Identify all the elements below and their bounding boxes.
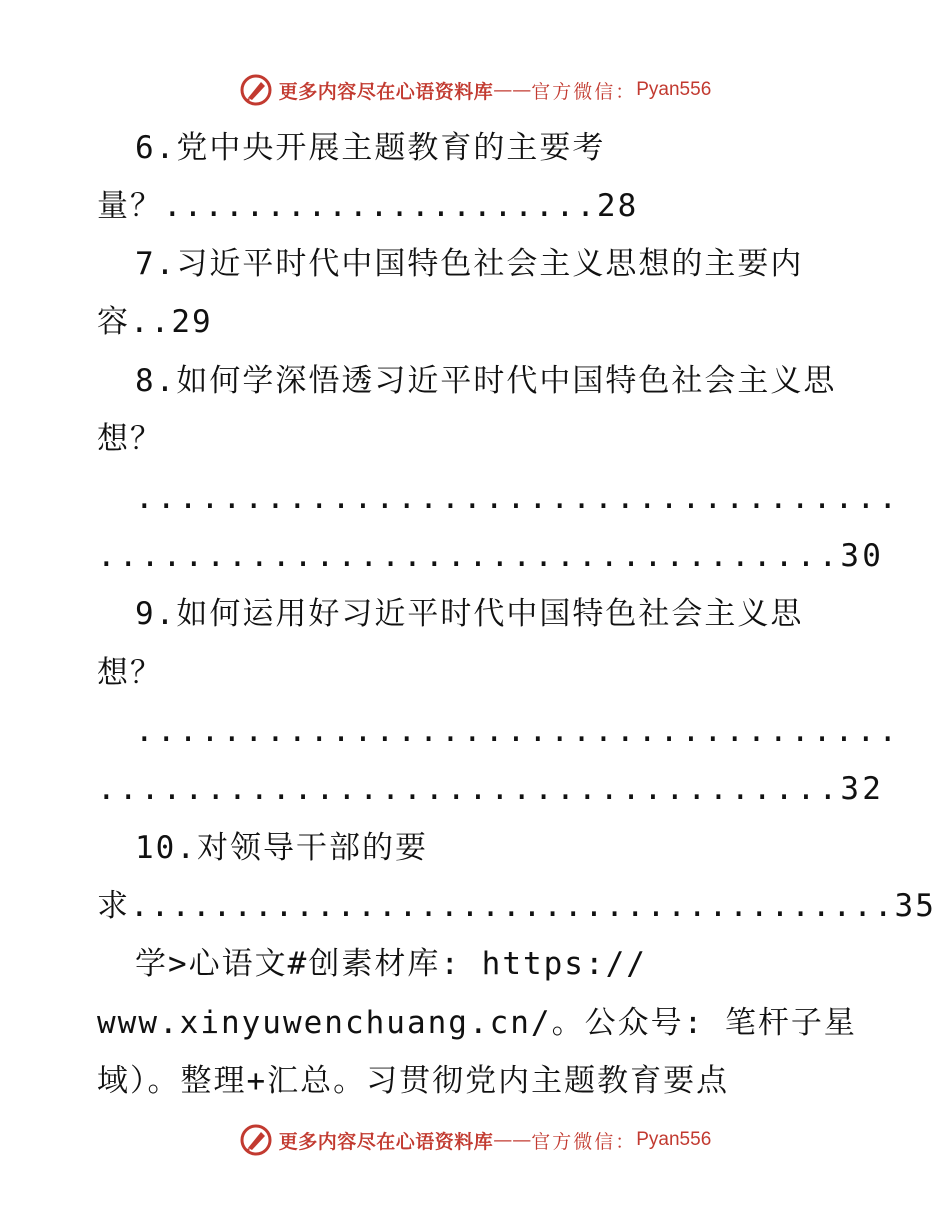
footer-note-line-1: 学>心语文#创素材库: https:// [135,946,647,982]
watermark-separator: —— [493,1129,532,1151]
toc-item-9-title-cont: 想？ [97,655,163,691]
toc-item-8-leader: ................................... [135,480,901,516]
toc-item-7-title: 7.习近平时代中国特色社会主义思想的主要内 [135,246,804,282]
toc-item-10-page: 求.....................................35 [97,888,936,924]
watermark-wechat-id: Pyan556 [636,79,712,100]
watermark-separator: —— [493,79,532,101]
toc-item-6-page: 量？.....................28 [97,188,639,224]
toc-item-8-title: 8.如何学深悟透习近平时代中国特色社会主义思 [135,363,837,399]
footer-note-line-2: www.xinyuwenchuang.cn/。公众号: 笔杆子星 [97,1005,857,1041]
toc-item-7-page: 容..29 [97,304,213,340]
watermark-label: 官方微信： [531,1130,637,1153]
watermark-label: 官方微信： [531,80,637,103]
footer-note-line-3: 域）。整理+汇总。习贯彻党内主题教育要点 [97,1063,730,1099]
watermark-main-text: 更多内容尽在心语资料库 [278,1130,494,1153]
watermark-banner-bottom [0,1120,950,1160]
pen-logo-icon [239,73,273,107]
toc-item-10-title: 10.对领导干部的要 [135,830,428,866]
toc-item-6-title: 6.党中央开展主题教育的主要考 [135,130,606,166]
watermark-banner-top [0,70,950,110]
watermark-wechat-id: Pyan556 [636,1129,712,1150]
toc-item-8-page: ..................................30 [97,538,885,574]
toc-item-9-page: ..................................32 [97,771,885,807]
watermark-main-text: 更多内容尽在心语资料库 [278,80,494,103]
toc-item-9-title: 9.如何运用好习近平时代中国特色社会主义思 [135,596,804,632]
toc-item-9-leader: ................................... [135,713,901,749]
pen-logo-icon [239,1123,273,1157]
toc-item-8-title-cont: 想？ [97,421,163,457]
